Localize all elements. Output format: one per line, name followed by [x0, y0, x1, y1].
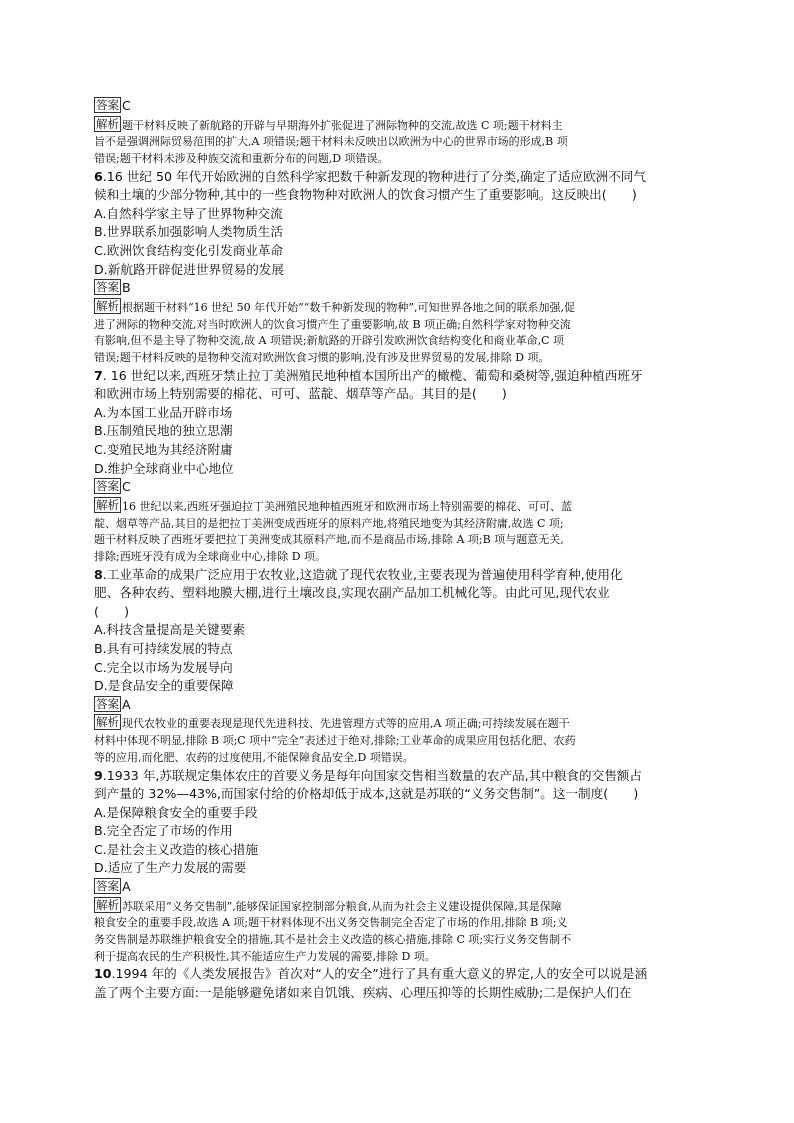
question-number: 6	[94, 168, 103, 184]
answer-option: B.世界联系加强影响人类物质生活	[94, 224, 283, 240]
explanation-line	[94, 298, 700, 317]
explanation-text: 务交售制是苏联维护粮食安全的措施,其不是社会主义改造的核心措施,排除 C 项;实行义务交售制不	[94, 933, 572, 947]
question-stem-text: 肥、各种农药、塑料地膜大棚,进行土壤改良,实现农副产品加工机械化等。由此可见,现代农业	[94, 585, 610, 601]
explanation-text: 苏联采用“义务交售制”,能够保证国家控制部分粮食,从而为社会主义建设提供保障,其是保障	[122, 899, 562, 913]
explanation-text: 材料中体现不明显,排除 B 项;C 项中“完全”表述过于绝对,排除;工业革命的成果应用包括化肥、农药	[94, 734, 576, 748]
explanation-text: 粮食安全的重要手段,故选 A 项;题干材料体现不出义务交售制完全否定了市场的作用,排除 B 项;义	[94, 916, 568, 930]
question-number: 9	[94, 767, 103, 783]
question-stem-text: 候和土壤的少部分物种,其中的一些食物物种对欧洲人的饮食习惯产生了重要影响。这反映出( )	[94, 187, 637, 203]
explanation-tag: 解析	[96, 497, 119, 512]
answer-line	[94, 478, 700, 497]
explanation-line	[94, 549, 700, 566]
answer-tag: 答案	[96, 879, 119, 894]
answer-option: B.压制殖民地的独立思潮	[94, 423, 233, 439]
explanation-tag: 解析	[96, 715, 119, 730]
explanation-text: 根据题干材料“16 世纪 50 年代开始”“数千种新发现的物种”,可知世界各地之间的联系加强,促	[122, 300, 575, 314]
answer-option: A.自然科学家主导了世界物种交流	[94, 205, 283, 221]
explanation-text: 旨不是强调洲际贸易范围的扩大,A 项错误;题干材料未反映出以欧洲为中心的世界市场的形成,B 项	[94, 135, 568, 149]
explanation-text: 有影响,但不是主导了物种交流,故 A 项错误;新航路的开辟引发欧洲饮食结构变化和商业革命,C 项	[94, 334, 565, 348]
explanation-line	[94, 350, 700, 367]
answer-option: B.完全否定了市场的作用	[94, 823, 233, 839]
answer-option: A.科技含量提高是关键要素	[94, 622, 245, 638]
question-stem-text: ( )	[94, 603, 130, 619]
explanation-text: 等的应用,而化肥、农药的过度使用,不能保障食品安全,D 项错误。	[94, 750, 414, 764]
explanation-tag: 解析	[96, 298, 119, 313]
explanation-line	[94, 497, 700, 516]
answer-option: C.变殖民地为其经济附庸	[94, 442, 233, 458]
question-stem-line	[94, 367, 700, 386]
answer-option: D.适应了生产力发展的需要	[94, 860, 247, 876]
answer-option: A.是保障粮食安全的重要手段	[94, 804, 258, 820]
question-stem-line	[94, 186, 700, 205]
explanation-text: 现代农牧业的重要表现是现代先进科技、先进管理方式等的应用,A 项正确;可持续发展在题干	[122, 717, 570, 731]
explanation-tag: 解析	[96, 116, 119, 131]
explanation-line	[94, 516, 700, 533]
explanation-line	[94, 714, 700, 733]
question-stem-line	[94, 385, 700, 404]
explanation-line	[94, 151, 700, 168]
explanation-text: 靛、烟草等产品,其目的是把拉丁美洲变成西班牙的原料产地,将殖民地变为其经济附庸,故选 C 项;	[94, 516, 564, 530]
answer-option: D.新航路开辟促进世界贸易的发展	[94, 261, 285, 277]
answer-option: C.是社会主义改造的核心措施	[94, 841, 258, 857]
explanation-line	[94, 116, 700, 135]
question-stem-text: .16 世纪 50 年代开始欧洲的自然科学家把数千种新发现的物种进行了分类,确定了适应欧洲不同气	[102, 168, 646, 184]
explanation-text: 错误;题干材料反映的是物种交流对欧洲饮食习惯的影响,没有涉及世界贸易的发展,排除 D 项。	[94, 350, 550, 364]
document-content	[94, 97, 700, 1003]
answer-option: A.为本国工业品开辟市场	[94, 404, 233, 420]
answer-line	[94, 279, 700, 298]
answer-value: A	[122, 879, 131, 895]
question-number: 8	[94, 566, 103, 582]
explanation-line	[94, 134, 700, 151]
question-stem-line	[94, 168, 700, 187]
answer-option: B.具有可持续发展的特点	[94, 641, 233, 657]
explanation-text: 16 世纪以来,西班牙强迫拉丁美洲殖民地种植西班牙和欧洲市场上特别需要的棉花、可可、蓝	[122, 499, 572, 513]
answer-option: D.是食品安全的重要保障	[94, 678, 234, 694]
question-number: 7	[94, 367, 103, 383]
question-stem-text: .工业革命的成果广泛应用于农牧业,这造就了现代农牧业,主要表现为普遍使用科学育种,使用化	[102, 566, 623, 582]
question-stem-text: .1933 年,苏联规定集体农庄的首要义务是每年向国家交售相当数量的农产品,其中粮食的交售额占	[102, 767, 642, 783]
explanation-text: 进了洲际的物种交流,对当时欧洲人的饮食习惯产生了重要影响,故 B 项正确;自然科学家对物种交流	[94, 317, 571, 331]
question-stem-line	[94, 767, 700, 786]
explanation-line	[94, 333, 700, 350]
answer-line	[94, 97, 700, 116]
explanation-line	[94, 915, 700, 932]
explanation-line	[94, 317, 700, 334]
answer-option: C.完全以市场为发展导向	[94, 659, 233, 675]
answer-value: A	[122, 696, 131, 712]
question-stem-line	[94, 965, 700, 984]
explanation-line	[94, 932, 700, 949]
question-stem-text: .1994 年的《人类发展报告》首次对“人的安全”进行了具有重大意义的界定,人的安全可以说是涵	[111, 966, 648, 982]
question-stem-line	[94, 584, 700, 603]
answer-value: C	[122, 98, 131, 113]
explanation-text: 错误;题干材料未涉及种族交流和重新分布的问题,D 项错误。	[94, 152, 389, 165]
explanation-text: 题干材料反映了新航路的开辟与早期海外扩张促进了洲际物种的交流,故选 C 项;题干材料主	[122, 118, 563, 132]
answer-option: D.维护全球商业中心地位	[94, 460, 234, 476]
explanation-line	[94, 733, 700, 750]
answer-option: C.欧洲饮食结构变化引发商业革命	[94, 243, 284, 259]
explanation-text: 题干材料反映了西班牙要把拉丁美洲变成其原料产地,而不是商品市场,排除 A 项;B 项与题意无关,	[94, 533, 564, 547]
answer-line	[94, 878, 700, 897]
answer-tag: 答案	[96, 98, 119, 112]
question-stem-line	[94, 566, 700, 585]
question-stem-text: 和欧洲市场上特别需要的棉花、可可、蓝靛、烟草等产品。其目的是( )	[94, 386, 507, 402]
question-stem-text: 盖了两个主要方面:一是能够避免诸如来自饥饿、疾病、心理压抑等的长期性威胁;二是保护人们在	[94, 985, 632, 1001]
answer-tag: 答案	[96, 280, 119, 295]
explanation-text: 利于提高农民的生产积极性,其不能适应生产力发展的需要,排除 D 项。	[94, 949, 436, 963]
question-stem-text: 到产量的 32%—43%,而国家付给的价格却低于成本,这就是苏联的“义务交售制”。这一制度( )	[94, 786, 639, 802]
question-number: 10	[94, 966, 112, 982]
question-stem-line	[94, 785, 700, 804]
question-stem-text: . 16 世纪以来,西班牙禁止拉丁美洲殖民地种植本国所出产的橄榄、葡萄和桑树等,强迫种植西班牙	[102, 367, 643, 383]
explanation-line	[94, 532, 700, 549]
question-stem-line	[94, 984, 700, 1003]
explanation-line	[94, 949, 700, 966]
explanation-line	[94, 750, 700, 767]
question-stem-line	[94, 603, 700, 622]
answer-line	[94, 696, 700, 715]
answer-value: C	[122, 479, 131, 495]
answer-tag: 答案	[96, 479, 119, 494]
explanation-line	[94, 897, 700, 916]
answer-tag: 答案	[96, 696, 119, 711]
explanation-text: 排除;西班牙没有成为全球商业中心,排除 D 项。	[94, 549, 327, 563]
answer-value: B	[122, 280, 131, 296]
explanation-tag: 解析	[96, 897, 119, 912]
